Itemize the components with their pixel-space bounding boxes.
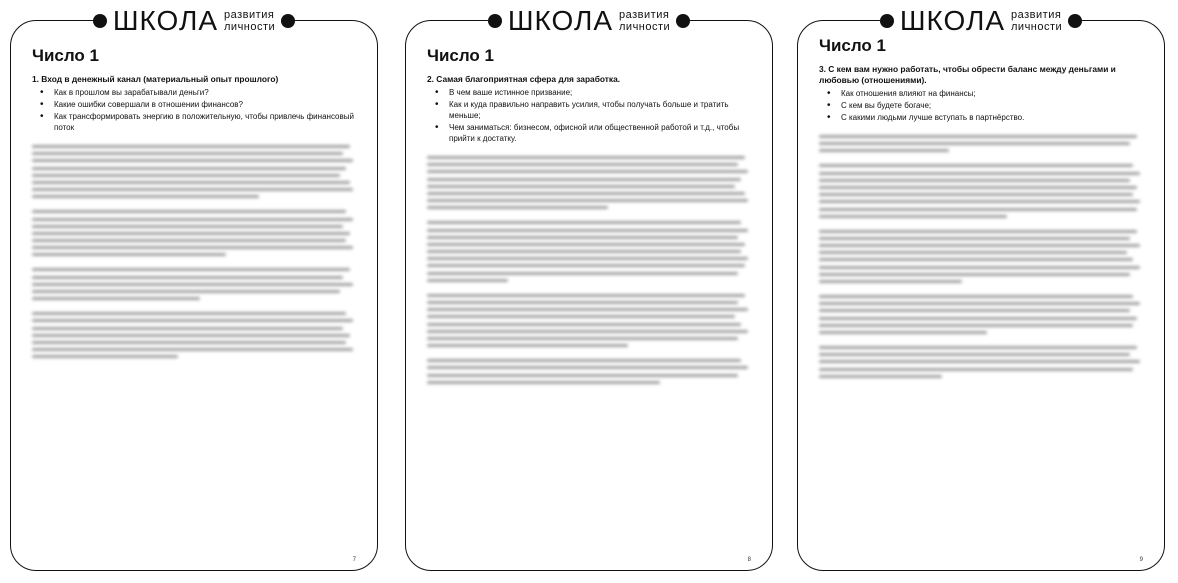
list-item: • Как в прошлом вы зарабатывали деньги?: [38, 87, 356, 98]
document-page-1: [10, 0, 378, 583]
brand-sub-bottom: личности: [1011, 21, 1063, 33]
list-item: • В чем ваше истинное призвание;: [433, 87, 751, 98]
header-dot-left: [488, 14, 502, 28]
page-title: Число 1: [819, 36, 886, 55]
brand-sub-top: развития: [619, 9, 670, 21]
page-content: [819, 36, 1143, 390]
page-title: Число 1: [32, 46, 99, 65]
brand-sub-bottom: личности: [224, 21, 276, 33]
header-dot-right: [1068, 14, 1082, 28]
bullet-list: [433, 87, 751, 144]
list-item: • Как и куда правильно направить усилия, чтобы получать больше и тратить меньше;: [433, 99, 751, 121]
blurred-body-text: [819, 135, 1143, 378]
page-header: [797, 4, 1165, 38]
brand-subtitle: [619, 9, 670, 33]
section-heading: 2. Самая благоприятная сфера для заработка.: [427, 74, 621, 84]
brand-logo: [107, 4, 281, 38]
brand-logo: [502, 4, 676, 38]
page-header: [10, 4, 378, 38]
list-item: • Как отношения влияют на финансы;: [825, 88, 1143, 99]
page-content: [427, 46, 751, 396]
bullet-list: [38, 87, 356, 133]
brand-main-text: ШКОЛА: [507, 5, 614, 36]
brand-sub-bottom: личности: [619, 21, 671, 33]
document-page-2: [405, 0, 773, 583]
page-title: Число 1: [427, 46, 494, 65]
brand-subtitle: [224, 9, 275, 33]
page-number: 8: [747, 557, 751, 563]
list-item: • С кем вы будете богаче;: [825, 100, 1143, 111]
page-content: [32, 46, 356, 370]
header-dot-left: [93, 14, 107, 28]
page-number: 7: [352, 557, 356, 563]
brand-main-text: ШКОЛА: [112, 5, 219, 36]
brand-logo: [894, 4, 1068, 38]
list-item: • Какие ошибки совершали в отношении финансов?: [38, 99, 356, 110]
blurred-body-text: [427, 156, 751, 384]
brand-subtitle: [1011, 9, 1062, 33]
section-heading: 3. С кем вам нужно работать, чтобы обрести баланс между деньгами и любовью (отношениями).: [819, 64, 1116, 85]
page-header: [405, 4, 773, 38]
brand-sub-top: развития: [1011, 9, 1062, 21]
header-dot-left: [880, 14, 894, 28]
brand-sub-top: развития: [224, 9, 275, 21]
list-item: • С какими людьми лучше вступать в партнёрство.: [825, 112, 1143, 123]
bullet-list: [825, 88, 1143, 123]
header-dot-right: [676, 14, 690, 28]
list-item: • Как трансформировать энергию в положительную, чтобы привлечь финансовый поток: [38, 111, 356, 133]
list-item: • Чем заниматься: бизнесом, офисной или общественной работой и т.д., чтобы прийти к достатку.: [433, 122, 751, 144]
header-dot-right: [281, 14, 295, 28]
page-number: 9: [1139, 557, 1143, 563]
document-page-3: [797, 0, 1165, 583]
section-heading: 1. Вход в денежный канал (материальный опыт прошлого): [32, 74, 279, 84]
brand-main-text: ШКОЛА: [899, 5, 1006, 36]
blurred-body-text: [32, 145, 356, 358]
